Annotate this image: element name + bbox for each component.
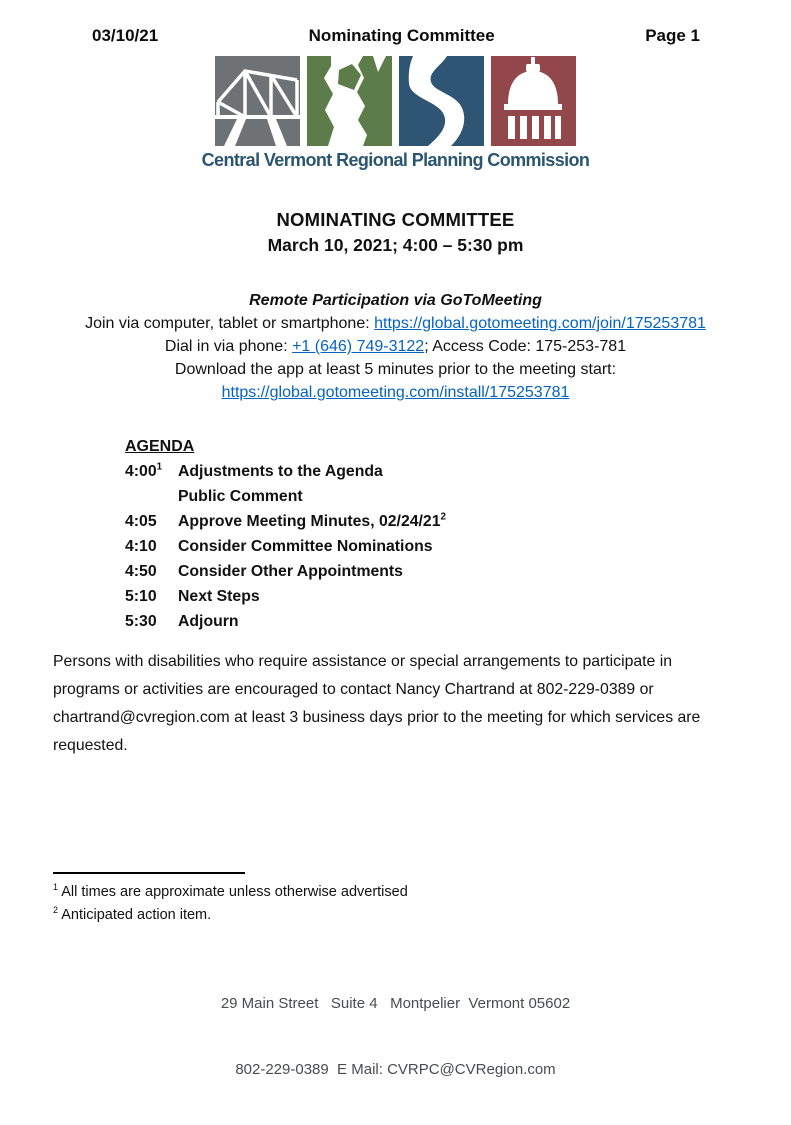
dial-prefix: Dial in via phone: bbox=[164, 338, 293, 355]
agenda-row bbox=[125, 509, 446, 534]
footnotes-section bbox=[53, 872, 408, 927]
agenda-time: 5:30 bbox=[125, 613, 157, 630]
join-meeting-link[interactable]: https://global.gotomeeting.com/join/175253781 bbox=[374, 315, 706, 332]
header-committee-title: Nominating Committee bbox=[308, 26, 495, 45]
agenda-time: 4:10 bbox=[125, 538, 157, 555]
agenda-row bbox=[125, 559, 446, 584]
meeting-title: NOMINATING COMMITTEE bbox=[276, 209, 515, 230]
install-app-link[interactable]: https://global.gotomeeting.com/install/175253781 bbox=[221, 384, 570, 401]
agenda-row bbox=[125, 484, 446, 509]
agenda-row bbox=[125, 609, 446, 634]
footnote bbox=[53, 881, 408, 904]
agenda-item-label: Adjustments to the Agenda bbox=[178, 463, 383, 480]
dial-line bbox=[0, 335, 791, 358]
truss-bridge-icon bbox=[215, 56, 300, 146]
agenda-row bbox=[125, 534, 446, 559]
agenda-item-label: Consider Committee Nominations bbox=[178, 538, 433, 555]
agenda-row bbox=[125, 459, 446, 484]
capitol-dome-icon bbox=[491, 56, 576, 146]
footnote-text: Anticipated action item. bbox=[61, 907, 212, 923]
footnote-marker: 1 bbox=[53, 882, 58, 893]
logo-caption: Central Vermont Regional Planning Commission bbox=[201, 150, 590, 170]
agenda-section bbox=[125, 434, 446, 634]
agenda-time bbox=[125, 484, 178, 509]
footnote-ref: 2 bbox=[440, 511, 446, 523]
footnote bbox=[53, 904, 408, 927]
logo-tile-row bbox=[0, 56, 791, 146]
agenda-time: 5:10 bbox=[125, 588, 157, 605]
meeting-datetime: March 10, 2021; 4:00 – 5:30 pm bbox=[267, 235, 524, 255]
meeting-header bbox=[0, 209, 791, 256]
download-note: Download the app at least 5 minutes prior to the meeting start: bbox=[174, 361, 617, 378]
footnote-separator bbox=[53, 872, 245, 874]
footnote-ref: 1 bbox=[156, 461, 163, 473]
footnote-marker: 2 bbox=[53, 905, 58, 916]
access-code: ; Access Code: 175-253-781 bbox=[424, 338, 627, 355]
accessibility-note: Persons with disabilities who require assistance or special arrangements to participate in programs or activities are encouraged to contact Nancy Chartrand at 802-229-0389 or chartrand@cvregion.com at least 3 business days prior to the meeting for which services are requested. bbox=[53, 653, 701, 754]
footer-contact: 802-229-0389 E Mail: CVRPC@CVRegion.com bbox=[235, 1061, 556, 1078]
header-date: 03/10/21 bbox=[92, 26, 159, 45]
cvrpc-logo bbox=[0, 56, 791, 171]
join-line bbox=[0, 312, 791, 335]
phone-number-link[interactable]: +1 (646) 749-3122 bbox=[292, 338, 425, 355]
install-line bbox=[0, 381, 791, 404]
agenda-time: 4:50 bbox=[125, 563, 157, 580]
agenda-item-label: Next Steps bbox=[178, 588, 260, 605]
winding-river-icon bbox=[399, 56, 484, 146]
agenda-heading: AGENDA bbox=[125, 438, 195, 455]
footer-address: 29 Main Street Suite 4 Montpelier Vermont 05602 bbox=[220, 995, 571, 1012]
agenda-item-label: Adjourn bbox=[178, 613, 239, 630]
join-prefix: Join via computer, tablet or smartphone: bbox=[85, 315, 375, 332]
header-page-number: Page 1 bbox=[645, 26, 700, 45]
agenda-time: 4:05 bbox=[125, 513, 157, 530]
document-footer bbox=[0, 949, 791, 1125]
agenda-time: $4:00^1$ bbox=[125, 461, 163, 480]
agenda-item-label: Public Comment bbox=[178, 488, 303, 505]
remote-participation-section bbox=[0, 289, 791, 404]
agenda-item-label: Consider Other Appointments bbox=[178, 563, 403, 580]
agenda-row bbox=[125, 584, 446, 609]
vermont-map-icon bbox=[307, 56, 392, 146]
running-header bbox=[92, 26, 700, 46]
footnote-text: All times are approximate unless otherwise advertised bbox=[61, 884, 408, 900]
remote-participation-heading: Remote Participation via GoToMeeting bbox=[249, 292, 542, 309]
agenda-item-label: Approve Meeting Minutes, $02/24/21^2$ bbox=[178, 511, 446, 530]
